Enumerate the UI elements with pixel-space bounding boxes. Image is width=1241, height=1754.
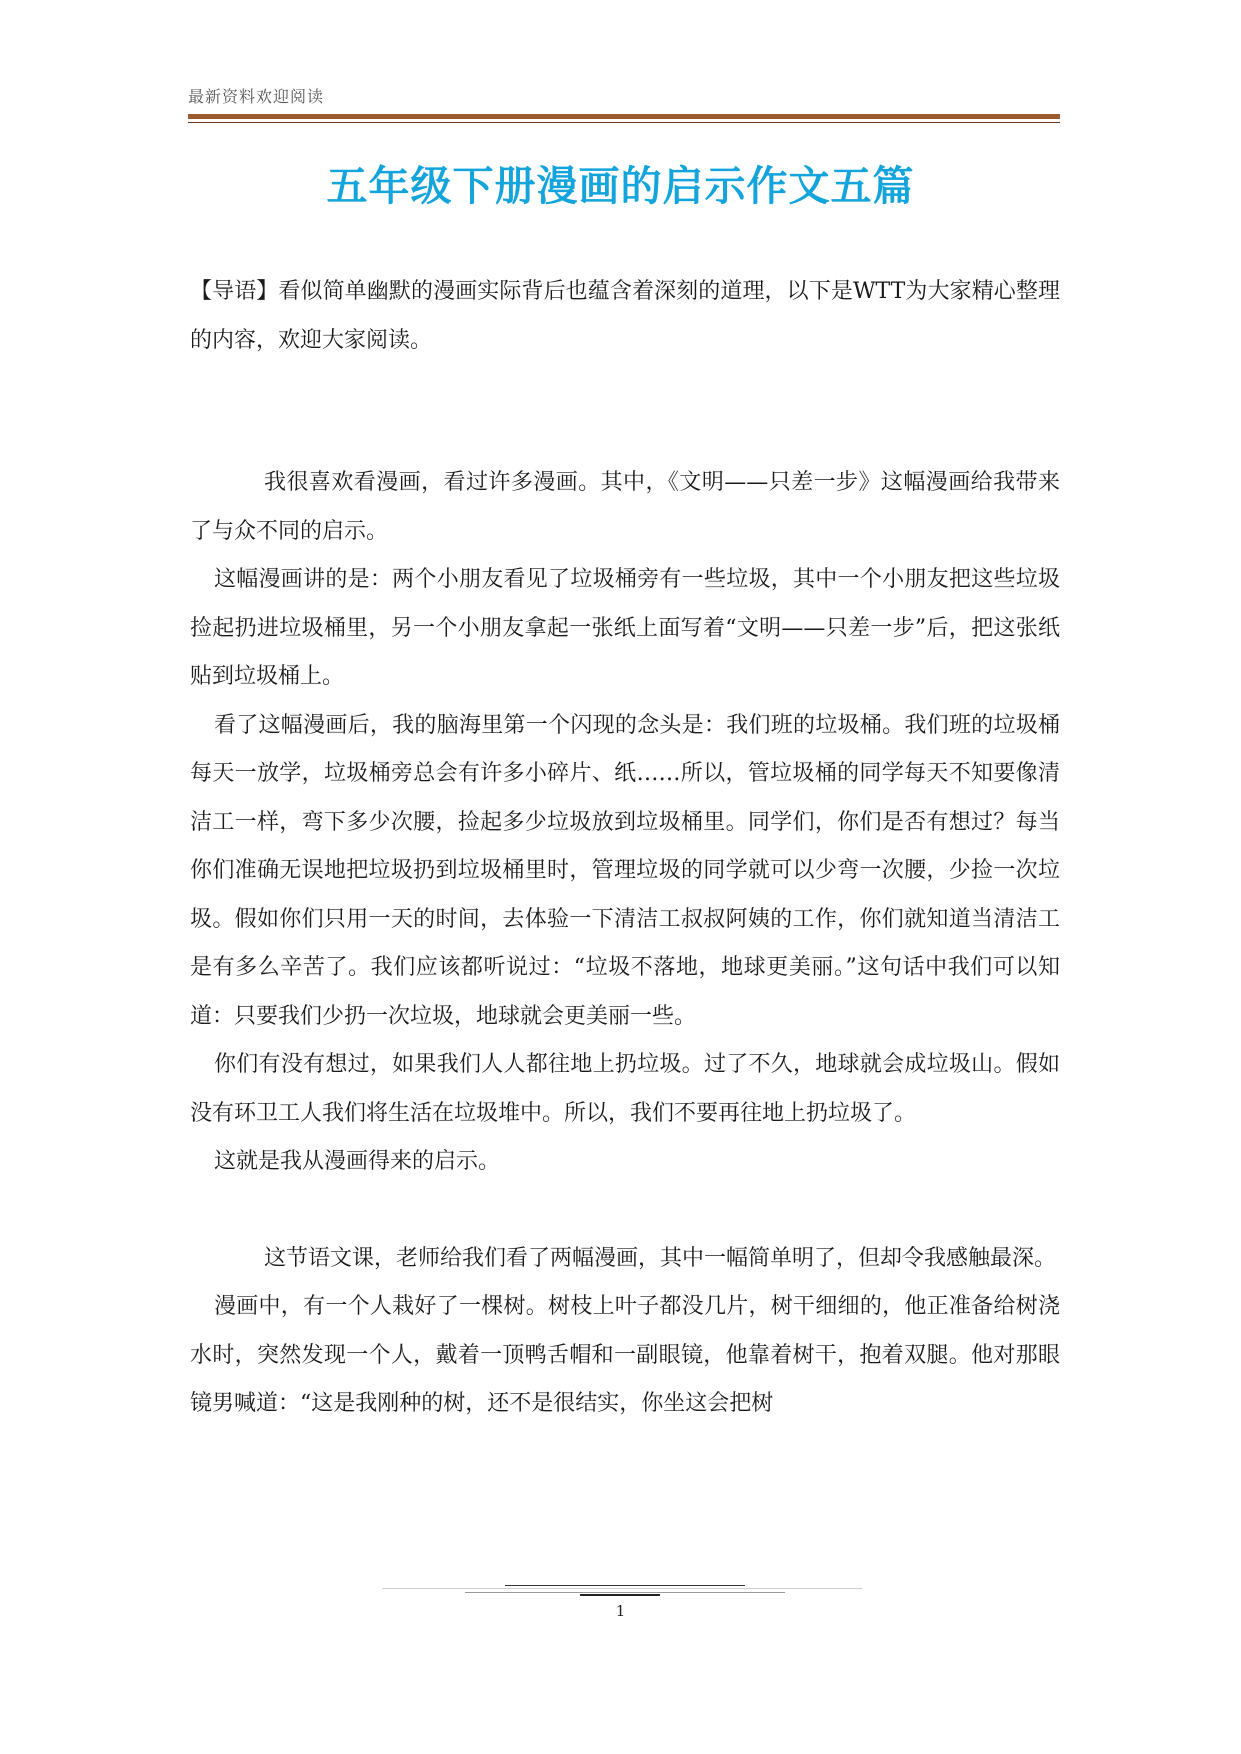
header-rule-thin [188, 122, 1060, 123]
header-text: 最新资料欢迎阅读 [188, 87, 325, 106]
document-title: 五年级下册漫画的启示作文五篇 [326, 162, 915, 210]
essay1-paragraph-4: 你们有没有想过，如果我们人人都往地上扔垃圾。过了不久，地球就会成垃圾山。假如没有环卫工人我们将生活在垃圾堆中。所以，我们不要再往地上扔垃圾了。 [190, 1052, 1060, 1126]
footer-rule [382, 1588, 862, 1589]
essay1-paragraph-3: 看了这幅漫画后，我的脑海里第一个闪现的念头是：我们班的垃圾桶。我们班的垃圾桶每天一放学，垃圾桶旁总会有许多小碎片、纸……所以，管垃圾桶的同学每天不知要像清洁工一样，弯下多少次腰，捡起多少垃圾放到垃圾桶里。同学们，你们是否有想过？每当你们准确无误地把垃圾扔到垃圾桶里时，管理垃圾的同学就可以少弯一次腰，少捡一次垃圾。假如你们只用一天的时间，去体验一下清洁工叔叔阿姨的工作，你们就知道当清洁工是有多么辛苦了。我们应该都听说过：“垃圾不落地，地球更美丽。”这句话中我们可以知道：只要我们少扔一次垃圾，地球就会更美丽一些。 [190, 712, 1060, 1029]
intro-paragraph: 【导语】看似简单幽默的漫画实际背后也蕴含着深刻的道理，以下是WTT为大家精心整理的内容，欢迎大家阅读。 [190, 279, 1060, 353]
essay2-paragraph-1: 这节语文课，老师给我们看了两幅漫画，其中一幅简单明了，但却令我感触最深。 [264, 1245, 1057, 1271]
essay2-paragraph-2: 漫画中，有一个人栽好了一棵树。树枝上叶子都没几片，树干细细的，他正准备给树浇水时，突然发现一个人，戴着一顶鸭舌帽和一副眼镜，他靠着树干，抱着双腿。他对那眼镜男喊道：“这是我刚种的树，还不是很结实，你坐这会把树 [190, 1294, 1060, 1416]
essay1-paragraph-2: 这幅漫画讲的是：两个小朋友看见了垃圾桶旁有一些垃圾，其中一个小朋友把这些垃圾捡起扔进垃圾桶里，另一个小朋友拿起一张纸上面写着“文明——只差一步”后，把这张纸贴到垃圾桶上。 [190, 567, 1060, 689]
page-header [188, 86, 1060, 123]
page-number: 1 [615, 1602, 626, 1620]
footer-rule [465, 1592, 785, 1593]
footer-rule [580, 1594, 660, 1596]
footer-rule [505, 1585, 745, 1586]
document-body [190, 268, 1060, 1429]
essay1-paragraph-5: 这就是我从漫画得来的启示。 [214, 1149, 501, 1174]
essay1-paragraph-1: 我很喜欢看漫画，看过许多漫画。其中，《文明——只差一步》这幅漫画给我带来了与众不同的启示。 [190, 470, 1060, 544]
